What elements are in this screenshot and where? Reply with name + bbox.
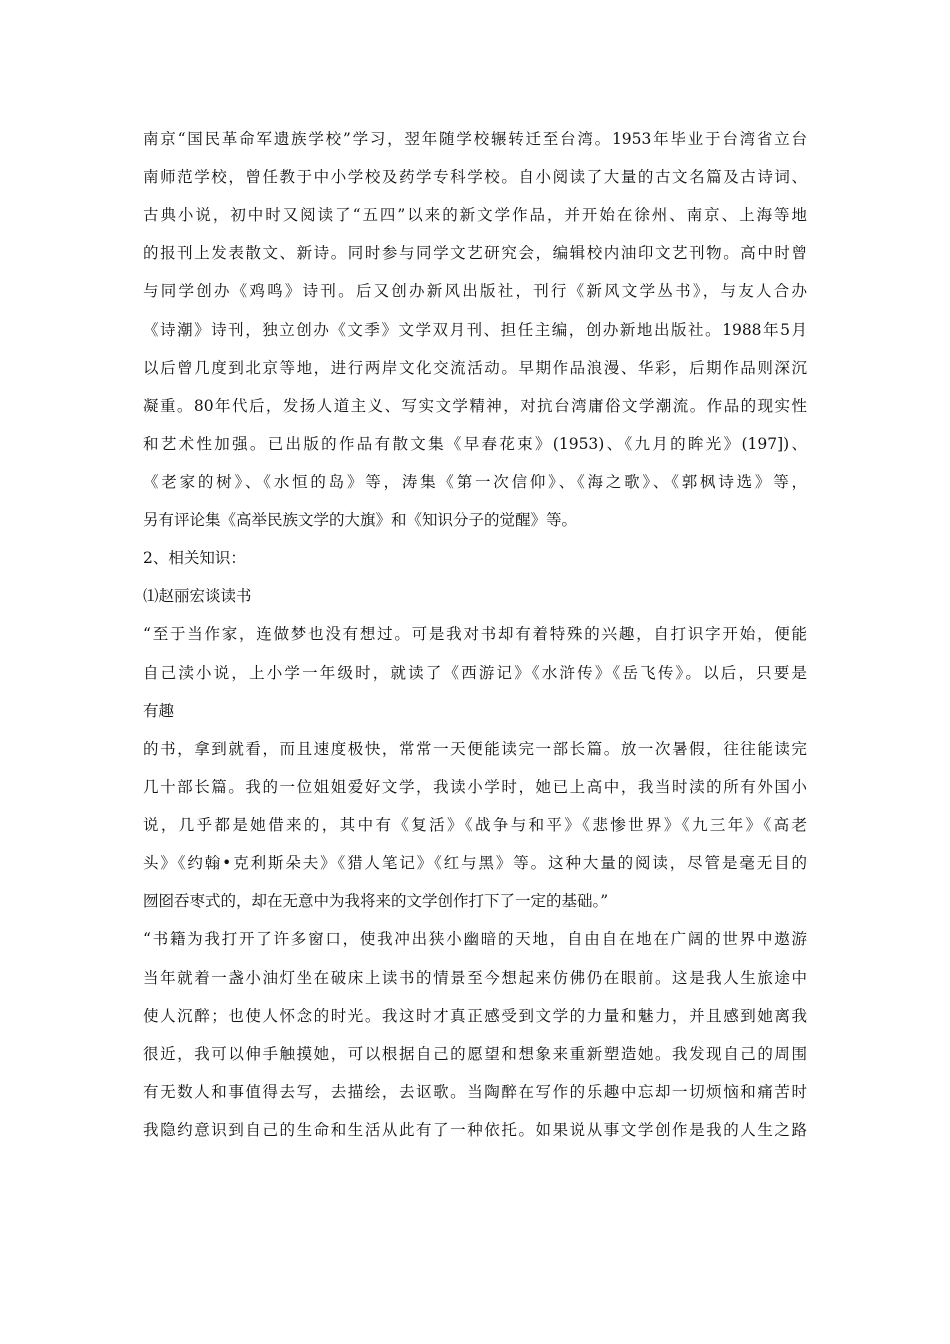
text-line: 使人沉醉；也使人怀念的时光。我这时才真正感受到文学的力量和魅力，并且感到她离我 — [143, 1007, 807, 1025]
text-line: 南京“国民革命军遗族学校”学习，翌年随学校辗转迁至台湾。1953年毕业于台湾省立台 — [143, 130, 807, 148]
text-line: 当年就着一盏小油灯坐在破床上读书的情景至今想起来仿佛仍在眼前。这是我人生旅途中 — [143, 969, 807, 987]
text-line: 有无数人和事值得去写，去描绘，去讴歌。当陶醉在写作的乐趣中忘却一切烦恼和痛苦时 — [143, 1083, 807, 1101]
text-line: 很近，我可以伸手触摸她，可以根据自己的愿望和想象来重新塑造她。我发现自己的周围 — [143, 1045, 807, 1063]
text-line: “至于当作家，连做梦也没有想过。可是我对书却有着特殊的兴趣，自打识字开始，便能 — [143, 625, 807, 643]
text-line: 与同学创办《鸡鸣》诗刊。后又创办新风出版社，刊行《新风文学丛书》，与友人合办 — [143, 282, 807, 300]
section-heading: 2、相关知识： — [143, 549, 246, 567]
text-line: 我隐约意识到自己的生命和生活从此有了一种依托。如果说从事文学创作是我的人生之路 — [143, 1121, 807, 1139]
text-line: 和艺术性加强。已出版的作品有散文集《早春花束》(1953)、《九月的眸光》(197])、 — [143, 435, 807, 453]
text-line: 头》《约翰•克利斯朵夫》《猎人笔记》《红与黑》等。这种大量的阅读，尽管是毫无目的 — [143, 854, 807, 872]
text-line: 另有评论集《高举民族文学的大旗》和《知识分子的觉醒》等。 — [143, 511, 578, 529]
text-line: 以后曾几度到北京等地，进行两岸文化交流活动。早期作品浪漫、华彩，后期作品则深沉 — [143, 359, 807, 377]
text-line: 有趣 — [143, 702, 175, 720]
text-line: 《老家的树》、《水恒的岛》等，涛集《第一次信仰》、《海之歌》、《郭枫诗选》等， — [143, 473, 807, 491]
text-line: 说，几乎都是她借来的，其中有《复活》《战争与和平》《悲惨世界》《九三年》《高老 — [143, 816, 807, 834]
text-line: 的书，拿到就看，而且速度极快，常常一天便能读完一部长篇。放一次暑假，往往能读完 — [143, 740, 807, 758]
text-line: “书籍为我打开了许多窗口，使我冲出狭小幽暗的天地，自由自在地在广阔的世界中遨游 — [143, 930, 807, 948]
text-line: 古典小说，初中时又阅读了“五四”以来的新文学作品，并开始在徐州、南京、上海等地 — [143, 206, 807, 224]
text-line: 自己渎小说，上小学一年级时，就读了《西游记》《水浒传》《岳飞传》。以后，只要是 — [143, 664, 807, 682]
text-line: 凝重。80年代后，发扬人道主义、写实文学精神，对抗台湾庸俗文学潮流。作品的现实性 — [143, 397, 807, 415]
text-line: 《诗潮》诗刊，独立创办《文季》文学双月刊、担任主编，创办新地出版社。1988年5月 — [143, 321, 807, 339]
text-line: 南师范学校，曾任教于中小学校及药学专科学校。自小阅读了大量的古文名篇及古诗词、 — [143, 168, 807, 186]
text-line: 的报刊上发表散文、新诗。同时参与同学文艺研究会，编辑校内油印文艺刊物。高中时曾 — [143, 244, 807, 262]
text-line: 几十部长篇。我的一位姐姐爱好文学，我读小学时，她已上高中，我当时渎的所有外国小 — [143, 778, 807, 796]
subsection-heading: ⑴赵丽宏谈读书 — [143, 587, 252, 605]
text-line: 囫囵吞枣式的，却在无意中为我将来的文学创作打下了一定的基础。” — [143, 892, 609, 910]
